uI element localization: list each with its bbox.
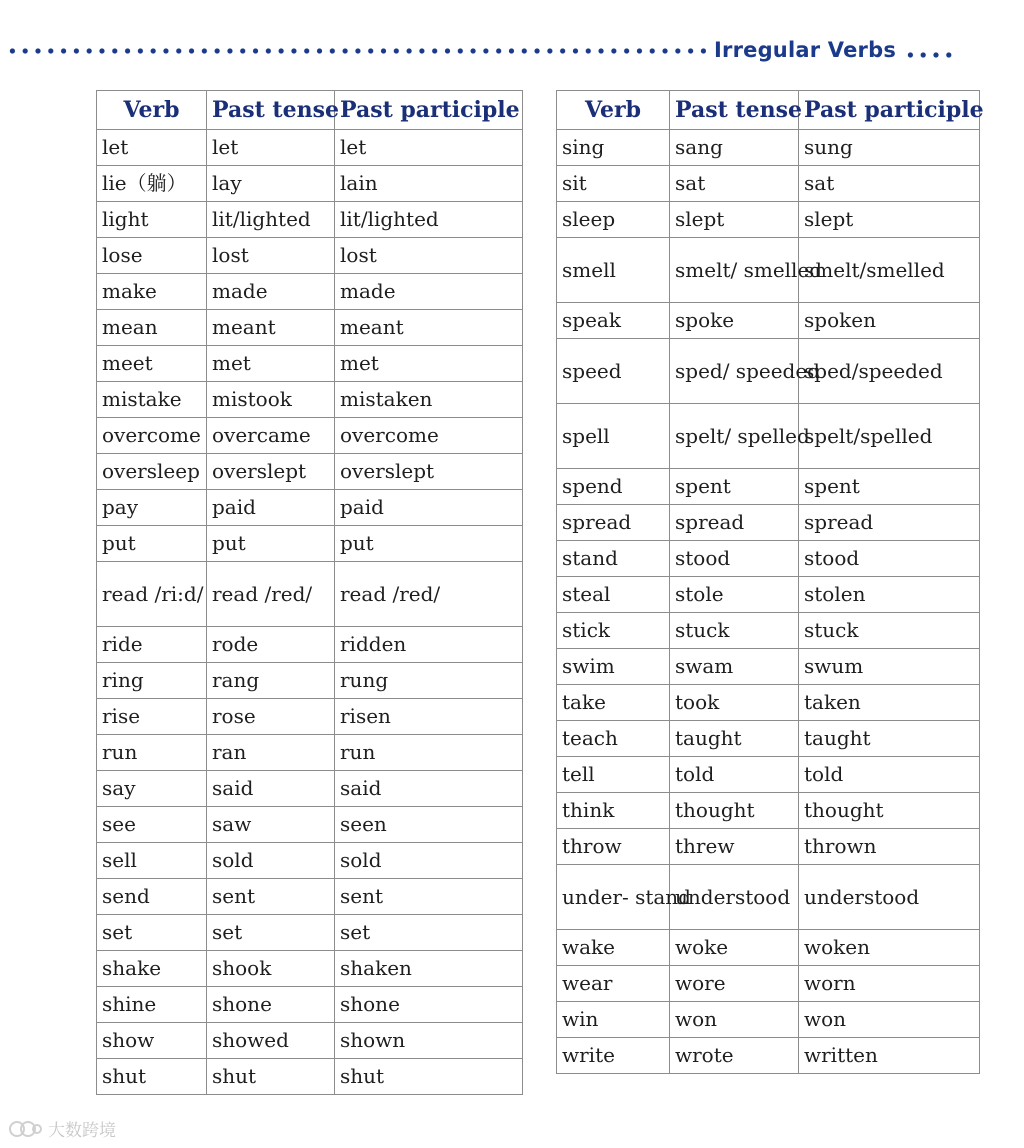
table-row bbox=[97, 987, 523, 1023]
past-participle-cell: spent bbox=[799, 469, 980, 505]
past-tense-cell: spoke bbox=[670, 303, 799, 339]
verb-cell: swim bbox=[557, 649, 670, 685]
past-tense-cell: rode bbox=[207, 627, 335, 663]
verb-cell: rise bbox=[97, 699, 207, 735]
past-tense-cell: thought bbox=[670, 793, 799, 829]
table-row bbox=[557, 505, 980, 541]
past-participle-cell: woken bbox=[799, 930, 980, 966]
table-row bbox=[557, 613, 980, 649]
past-participle-cell: lost bbox=[335, 238, 523, 274]
table-row bbox=[97, 166, 523, 202]
table-row bbox=[557, 339, 980, 404]
table-row bbox=[97, 562, 523, 627]
past-participle-cell: told bbox=[799, 757, 980, 793]
past-tense-cell: spent bbox=[670, 469, 799, 505]
verb-cell: speed bbox=[557, 339, 670, 404]
past-tense-cell: lit/lighted bbox=[207, 202, 335, 238]
verb-cell: put bbox=[97, 526, 207, 562]
verb-cell: let bbox=[97, 130, 207, 166]
verb-cell: light bbox=[97, 202, 207, 238]
table-row bbox=[97, 202, 523, 238]
past-participle-cell: sent bbox=[335, 879, 523, 915]
table-row bbox=[97, 310, 523, 346]
verb-table-left bbox=[96, 90, 523, 1095]
verb-cell: think bbox=[557, 793, 670, 829]
past-tense-cell: stuck bbox=[670, 613, 799, 649]
table-row bbox=[557, 541, 980, 577]
table-row bbox=[97, 735, 523, 771]
past-tense-cell: swam bbox=[670, 649, 799, 685]
past-tense-cell: shut bbox=[207, 1059, 335, 1095]
verb-cell: sing bbox=[557, 130, 670, 166]
table-row bbox=[97, 663, 523, 699]
table-row bbox=[557, 966, 980, 1002]
past-participle-cell: smelt/smelled bbox=[799, 238, 980, 303]
past-tense-cell: ran bbox=[207, 735, 335, 771]
past-participle-cell: spread bbox=[799, 505, 980, 541]
verb-cell: sleep bbox=[557, 202, 670, 238]
table-row bbox=[557, 469, 980, 505]
column-header-verb: Verb bbox=[97, 91, 207, 130]
past-tense-cell: wrote bbox=[670, 1038, 799, 1074]
past-participle-cell: stuck bbox=[799, 613, 980, 649]
past-tense-cell: lost bbox=[207, 238, 335, 274]
table-row bbox=[557, 303, 980, 339]
verb-cell: wear bbox=[557, 966, 670, 1002]
table-row bbox=[557, 865, 980, 930]
past-participle-cell: won bbox=[799, 1002, 980, 1038]
past-tense-cell: made bbox=[207, 274, 335, 310]
past-participle-cell: lain bbox=[335, 166, 523, 202]
verb-cell: tell bbox=[557, 757, 670, 793]
verb-cell: win bbox=[557, 1002, 670, 1038]
watermark bbox=[8, 1116, 116, 1141]
table-row bbox=[557, 1038, 980, 1074]
table-row bbox=[557, 1002, 980, 1038]
table-row bbox=[97, 1023, 523, 1059]
past-participle-cell: overslept bbox=[335, 454, 523, 490]
past-tense-cell: overcame bbox=[207, 418, 335, 454]
past-participle-cell: rung bbox=[335, 663, 523, 699]
verb-cell: read /ri:d/ bbox=[97, 562, 207, 627]
verb-cell: sell bbox=[97, 843, 207, 879]
table-row bbox=[97, 879, 523, 915]
past-participle-cell: taken bbox=[799, 685, 980, 721]
verb-cell: spend bbox=[557, 469, 670, 505]
past-tense-cell: put bbox=[207, 526, 335, 562]
past-tense-cell: took bbox=[670, 685, 799, 721]
table-row bbox=[557, 649, 980, 685]
verb-cell: pay bbox=[97, 490, 207, 526]
past-participle-cell: written bbox=[799, 1038, 980, 1074]
table-row bbox=[557, 829, 980, 865]
table-row bbox=[97, 699, 523, 735]
past-participle-cell: put bbox=[335, 526, 523, 562]
past-tense-cell: sped/ speeded bbox=[670, 339, 799, 404]
table-row bbox=[97, 418, 523, 454]
past-participle-cell: thrown bbox=[799, 829, 980, 865]
past-participle-cell: swum bbox=[799, 649, 980, 685]
table-row bbox=[557, 404, 980, 469]
verb-cell: smell bbox=[557, 238, 670, 303]
past-participle-cell: stood bbox=[799, 541, 980, 577]
past-tense-cell: slept bbox=[670, 202, 799, 238]
past-tense-cell: spread bbox=[670, 505, 799, 541]
past-participle-cell: set bbox=[335, 915, 523, 951]
past-participle-cell: slept bbox=[799, 202, 980, 238]
header-dots-right bbox=[904, 48, 954, 62]
past-participle-cell: met bbox=[335, 346, 523, 382]
verb-cell: stick bbox=[557, 613, 670, 649]
table-row bbox=[97, 915, 523, 951]
verb-cell: set bbox=[97, 915, 207, 951]
table-row bbox=[97, 382, 523, 418]
verb-cell: see bbox=[97, 807, 207, 843]
past-participle-cell: understood bbox=[799, 865, 980, 930]
past-participle-cell: sold bbox=[335, 843, 523, 879]
verb-cell: meet bbox=[97, 346, 207, 382]
verb-cell: mistake bbox=[97, 382, 207, 418]
page-title: Irregular Verbs bbox=[714, 38, 897, 62]
past-participle-cell: paid bbox=[335, 490, 523, 526]
past-participle-cell: shown bbox=[335, 1023, 523, 1059]
verb-cell: under- stand bbox=[557, 865, 670, 930]
verb-cell: overcome bbox=[97, 418, 207, 454]
column-header-verb: Verb bbox=[557, 91, 670, 130]
table-row bbox=[97, 807, 523, 843]
verb-cell: write bbox=[557, 1038, 670, 1074]
column-header-past-tense: Past tense bbox=[670, 91, 799, 130]
past-participle-cell: shut bbox=[335, 1059, 523, 1095]
past-participle-cell: sung bbox=[799, 130, 980, 166]
table-row bbox=[97, 627, 523, 663]
past-participle-cell: overcome bbox=[335, 418, 523, 454]
table-row bbox=[97, 238, 523, 274]
table-row bbox=[557, 685, 980, 721]
past-participle-cell: shone bbox=[335, 987, 523, 1023]
verb-cell: stand bbox=[557, 541, 670, 577]
past-participle-cell: taught bbox=[799, 721, 980, 757]
table-row bbox=[97, 346, 523, 382]
past-participle-cell: sped/speeded bbox=[799, 339, 980, 404]
verb-cell: say bbox=[97, 771, 207, 807]
verb-cell: ring bbox=[97, 663, 207, 699]
table-row bbox=[557, 166, 980, 202]
past-tense-cell: sang bbox=[670, 130, 799, 166]
past-participle-cell: spelt/spelled bbox=[799, 404, 980, 469]
past-tense-cell: let bbox=[207, 130, 335, 166]
past-tense-cell: rose bbox=[207, 699, 335, 735]
watermark-text: 大数跨境 bbox=[48, 1121, 116, 1141]
past-participle-cell: ridden bbox=[335, 627, 523, 663]
column-header-past-participle: Past participle bbox=[335, 91, 523, 130]
past-tense-cell: saw bbox=[207, 807, 335, 843]
past-participle-cell: spoken bbox=[799, 303, 980, 339]
past-participle-cell: stolen bbox=[799, 577, 980, 613]
past-tense-cell: sat bbox=[670, 166, 799, 202]
past-participle-cell: let bbox=[335, 130, 523, 166]
table-row bbox=[97, 1059, 523, 1095]
table-row bbox=[97, 526, 523, 562]
table-row bbox=[97, 951, 523, 987]
past-tense-cell: shook bbox=[207, 951, 335, 987]
past-tense-cell: woke bbox=[670, 930, 799, 966]
past-tense-cell: stood bbox=[670, 541, 799, 577]
past-participle-cell: worn bbox=[799, 966, 980, 1002]
past-participle-cell: made bbox=[335, 274, 523, 310]
past-tense-cell: paid bbox=[207, 490, 335, 526]
past-tense-cell: taught bbox=[670, 721, 799, 757]
past-tense-cell: told bbox=[670, 757, 799, 793]
past-participle-cell: meant bbox=[335, 310, 523, 346]
past-tense-cell: stole bbox=[670, 577, 799, 613]
column-header-past-participle: Past participle bbox=[799, 91, 980, 130]
table-row bbox=[97, 771, 523, 807]
verb-cell: show bbox=[97, 1023, 207, 1059]
table-row bbox=[557, 202, 980, 238]
watermark-logo-icon bbox=[8, 1118, 42, 1140]
verb-cell: ride bbox=[97, 627, 207, 663]
table-row bbox=[97, 454, 523, 490]
verb-cell: spread bbox=[557, 505, 670, 541]
verb-cell: throw bbox=[557, 829, 670, 865]
verb-cell: steal bbox=[557, 577, 670, 613]
table-row bbox=[557, 577, 980, 613]
past-participle-cell: shaken bbox=[335, 951, 523, 987]
past-tense-cell: sent bbox=[207, 879, 335, 915]
past-participle-cell: seen bbox=[335, 807, 523, 843]
table-row bbox=[97, 490, 523, 526]
verb-cell: teach bbox=[557, 721, 670, 757]
past-participle-cell: mistaken bbox=[335, 382, 523, 418]
verb-cell: oversleep bbox=[97, 454, 207, 490]
past-tense-cell: wore bbox=[670, 966, 799, 1002]
past-tense-cell: won bbox=[670, 1002, 799, 1038]
table-header-row bbox=[557, 91, 980, 130]
table-row bbox=[557, 930, 980, 966]
table-row bbox=[97, 274, 523, 310]
past-tense-cell: met bbox=[207, 346, 335, 382]
past-tense-cell: rang bbox=[207, 663, 335, 699]
verb-cell: send bbox=[97, 879, 207, 915]
past-participle-cell: thought bbox=[799, 793, 980, 829]
verb-table-right bbox=[556, 90, 984, 1074]
verb-cell: shake bbox=[97, 951, 207, 987]
verb-cell: wake bbox=[557, 930, 670, 966]
table-row bbox=[557, 130, 980, 166]
past-tense-cell: said bbox=[207, 771, 335, 807]
past-tense-cell: threw bbox=[670, 829, 799, 865]
past-tense-cell: set bbox=[207, 915, 335, 951]
past-participle-cell: said bbox=[335, 771, 523, 807]
verb-cell: take bbox=[557, 685, 670, 721]
past-tense-cell: meant bbox=[207, 310, 335, 346]
past-tense-cell: overslept bbox=[207, 454, 335, 490]
verb-cell: shine bbox=[97, 987, 207, 1023]
verb-cell: sit bbox=[557, 166, 670, 202]
past-participle-cell: read /red/ bbox=[335, 562, 523, 627]
verb-cell: run bbox=[97, 735, 207, 771]
past-participle-cell: run bbox=[335, 735, 523, 771]
header-dots-left bbox=[6, 44, 706, 58]
past-tense-cell: understood bbox=[670, 865, 799, 930]
table-row bbox=[557, 238, 980, 303]
verb-cell: speak bbox=[557, 303, 670, 339]
past-participle-cell: lit/lighted bbox=[335, 202, 523, 238]
verb-cell: make bbox=[97, 274, 207, 310]
past-tense-cell: read /red/ bbox=[207, 562, 335, 627]
table-row bbox=[557, 721, 980, 757]
table-row bbox=[97, 130, 523, 166]
column-header-past-tense: Past tense bbox=[207, 91, 335, 130]
past-participle-cell: risen bbox=[335, 699, 523, 735]
table-header-row bbox=[97, 91, 523, 130]
past-tense-cell: spelt/ spelled bbox=[670, 404, 799, 469]
table-row bbox=[557, 757, 980, 793]
past-tense-cell: smelt/ smelled bbox=[670, 238, 799, 303]
verb-cell: lie（躺） bbox=[97, 166, 207, 202]
past-tense-cell: shone bbox=[207, 987, 335, 1023]
table-row bbox=[557, 793, 980, 829]
verb-cell: shut bbox=[97, 1059, 207, 1095]
past-tense-cell: showed bbox=[207, 1023, 335, 1059]
verb-cell: lose bbox=[97, 238, 207, 274]
verb-cell: mean bbox=[97, 310, 207, 346]
past-tense-cell: sold bbox=[207, 843, 335, 879]
past-tense-cell: lay bbox=[207, 166, 335, 202]
table-row bbox=[97, 843, 523, 879]
verb-cell: spell bbox=[557, 404, 670, 469]
past-tense-cell: mistook bbox=[207, 382, 335, 418]
past-participle-cell: sat bbox=[799, 166, 980, 202]
